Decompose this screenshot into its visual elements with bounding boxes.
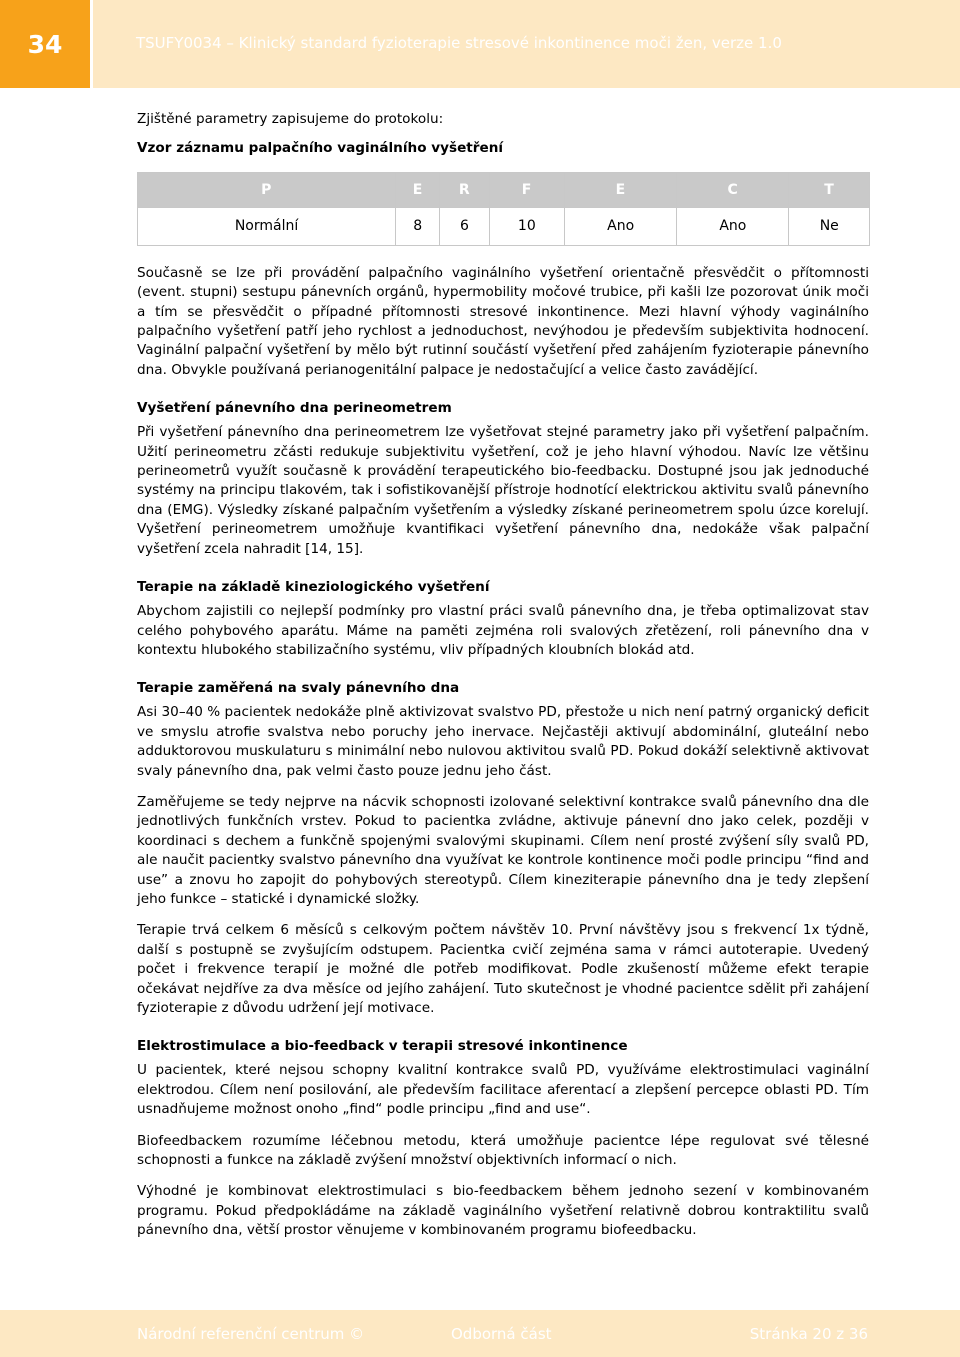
paragraph-kinesiology: Abychom zajistili co nejlepší podmínky pro vlastní práci svalů pánevního dna, je třeba optimalizovat stav celého pohybového aparátu. Máme na paměti zejména roli svalových zřetězení, roli pánevního dna v kontextu hlubokého stabilizačního systému, vliv případných kloubních blokád atd. <box>137 603 869 658</box>
table-header-row <box>138 172 870 207</box>
table-cell: 6 <box>440 207 489 245</box>
table-cell: Ano <box>677 207 789 245</box>
page-header <box>0 0 960 90</box>
page-number: 34 <box>0 0 90 88</box>
table-header-cell: F <box>489 172 564 207</box>
table-header-cell: R <box>440 172 489 207</box>
footer-organization: Národní referenční centrum © <box>137 1325 365 1343</box>
footer-page-indicator: Stránka 20 z 36 <box>749 1325 868 1343</box>
perfect-table <box>137 172 870 246</box>
main-content <box>137 110 869 1241</box>
heading-pelvic-muscles: Terapie zaměřená na svaly pánevního dna <box>137 680 460 697</box>
table-cell: 8 <box>396 207 440 245</box>
heading-kinesiology: Terapie na základě kineziologického vyšetření <box>137 579 490 596</box>
page-footer <box>0 1310 960 1357</box>
document-title: TSUFY0034 – Klinický standard fyzioterapie stresové inkontinence moči žen, verze 1.0 <box>136 34 782 52</box>
paragraph-pelvic-1: Asi 30–40 % pacientek nedokáže plně aktivizovat svalstvo PD, přestože u nich není patrný organický deficit ve smyslu atrofie svalstva nebo poruchy jeho inervace. Nejčastěji aktivují abdominální, gluteální nebo adduktorovou muskulaturu s minimální nebo nulovou aktivitou svalů PD. Pokud dokáží selektivně aktivovat svaly pánevního dna, pak velmi často pouze jednu jeho část. <box>137 704 869 779</box>
table-cell: Ano <box>565 207 677 245</box>
heading-electrostimulation: Elektrostimulace a bio-feedback v terapii stresové inkontinence <box>137 1038 628 1055</box>
paragraph-electro-3: Výhodné je kombinovat elektrostimulaci s bio-feedbackem během jednoho sezení v kombinovaném programu. Pokud předpokládáme na základě vaginálního vyšetření relativně dobrou kontraktilitu svalů pánevního dna, větší prostor věnujeme v kombinovaném programu biofeedbacku. <box>137 1183 869 1239</box>
table-row <box>138 207 870 245</box>
table-header-cell: E <box>396 172 440 207</box>
table-cell: 10 <box>489 207 564 245</box>
table-title: Vzor záznamu palpačního vaginálního vyšetření <box>137 140 504 157</box>
table-header-cell: T <box>789 172 870 207</box>
paragraph-pelvic-2: Zaměřujeme se tedy nejprve na nácvik schopnosti izolované selektivní kontrakce svalů pánevního dna dle jednotlivých funkčních vrstev. Pokud to pacientka zvládne, aktivuje pánevní dno jako celek, později v koordinaci s dechem a funkčně spojenými svalovými skupinami. Cílem není prosté zvýšení síly svalů PD, ale naučit pacientky svalstvo pánevního dna využívat ke kontrole kontinence moči podle principu “find and use” a znovu ho zapojit do pohybových stereotypů. Cílem kineziterapie pánevního dna je tedy zlepšení jeho funkce – statické i dynamické složky. <box>137 793 869 907</box>
paragraph-pelvic-3: Terapie trvá celkem 6 měsíců s celkovým počtem návštěv 10. První návštěvy jsou s frekvencí 1x týdně, další s postupně se zvyšujícím odstupem. Pacientka cvičí zejména sama v rámci autoterapie. Uvedený počet i frekvence terapií je možné dle potřeb modifikovat. Podle zkušeností můžeme efekt terapie očekávat nejdříve za dva měsíce od jejího zahájení. Tuto skutečnost je vhodné pacientce sdělit při zahájení fyzioterapie z důvodu udržení její motivace. <box>137 922 869 1016</box>
table-header-cell: C <box>677 172 789 207</box>
table-header-cell: E <box>565 172 677 207</box>
paragraph-electro-2: Biofeedbackem rozumíme léčebnou metodu, která umožňuje pacientce lépe regulovat své tělesné schopnosti a funkce na základě zvýšení množství objektivních informací o nich. <box>137 1132 869 1169</box>
footer-section: Odborná část <box>451 1325 552 1343</box>
paragraph-palpation: Současně se lze při provádění palpačního vaginálního vyšetření orientačně přesvědčit o přítomnosti (event. stupni) sestupu pánevních orgánů, hypermobility močové trubice, při kašli lze pozorovat únik moči a tím se přesvědčit o případné přítomnosti stresové inkontinence. Mezi hlavní výhody vaginálního palpačního vyšetření patří jeho rychlost a jednoduchost, nevýhodou je především subjektivita hodnocení. Vaginální palpační vyšetření by mělo být rutinní součástí vyšetření před zahájením fyzioterapie pánevního dna. Obvykle používaná perianogenitální palpace je nedostačující a velice často zavádějící. <box>137 264 869 378</box>
table-cell: Normální <box>138 207 396 245</box>
table-cell: Ne <box>789 207 870 245</box>
heading-perineometer: Vyšetření pánevního dna perineometrem <box>137 400 452 417</box>
table-header-cell: P <box>138 172 396 207</box>
paragraph-electro-1: U pacientek, které nejsou schopny kvalitní kontrakce svalů PD, využíváme elektrostimulaci vaginální elektrodou. Cílem není posilování, ale především facilitace aferentací a zlepšení percepce oblasti PD. Tím usnadňujeme možnost onoho „find“ podle principu „find and use“. <box>137 1062 869 1118</box>
paragraph-perineometer: Při vyšetření pánevního dna perineometrem lze vyšetřovat stejné parametry jako při vyšetření palpačním. Užití perineometru zčásti redukuje subjektivitu vyšetření, což je jeho hlavní výhodou. Navíc lze většinu perineometrů využít současně k provádění terapeutického bio-feedbacku. Dostupné jsou jak jednoduché systémy na principu tlakovém, tak i sofistikovanější přístroje hodnotící elektrickou aktivitu svalů pánevního dna (EMG). Výsledky získané palpačním vyšetřením a výsledky získané perineometrem spolu úzce korelují. Vyšetření perineometrem umožňuje kvantifikaci vyšetření pánevního dna, nedokáže však palpační vyšetření zcela nahradit [14, 15]. <box>137 424 869 557</box>
intro-line: Zjištěné parametry zapisujeme do protokolu: <box>137 111 444 127</box>
